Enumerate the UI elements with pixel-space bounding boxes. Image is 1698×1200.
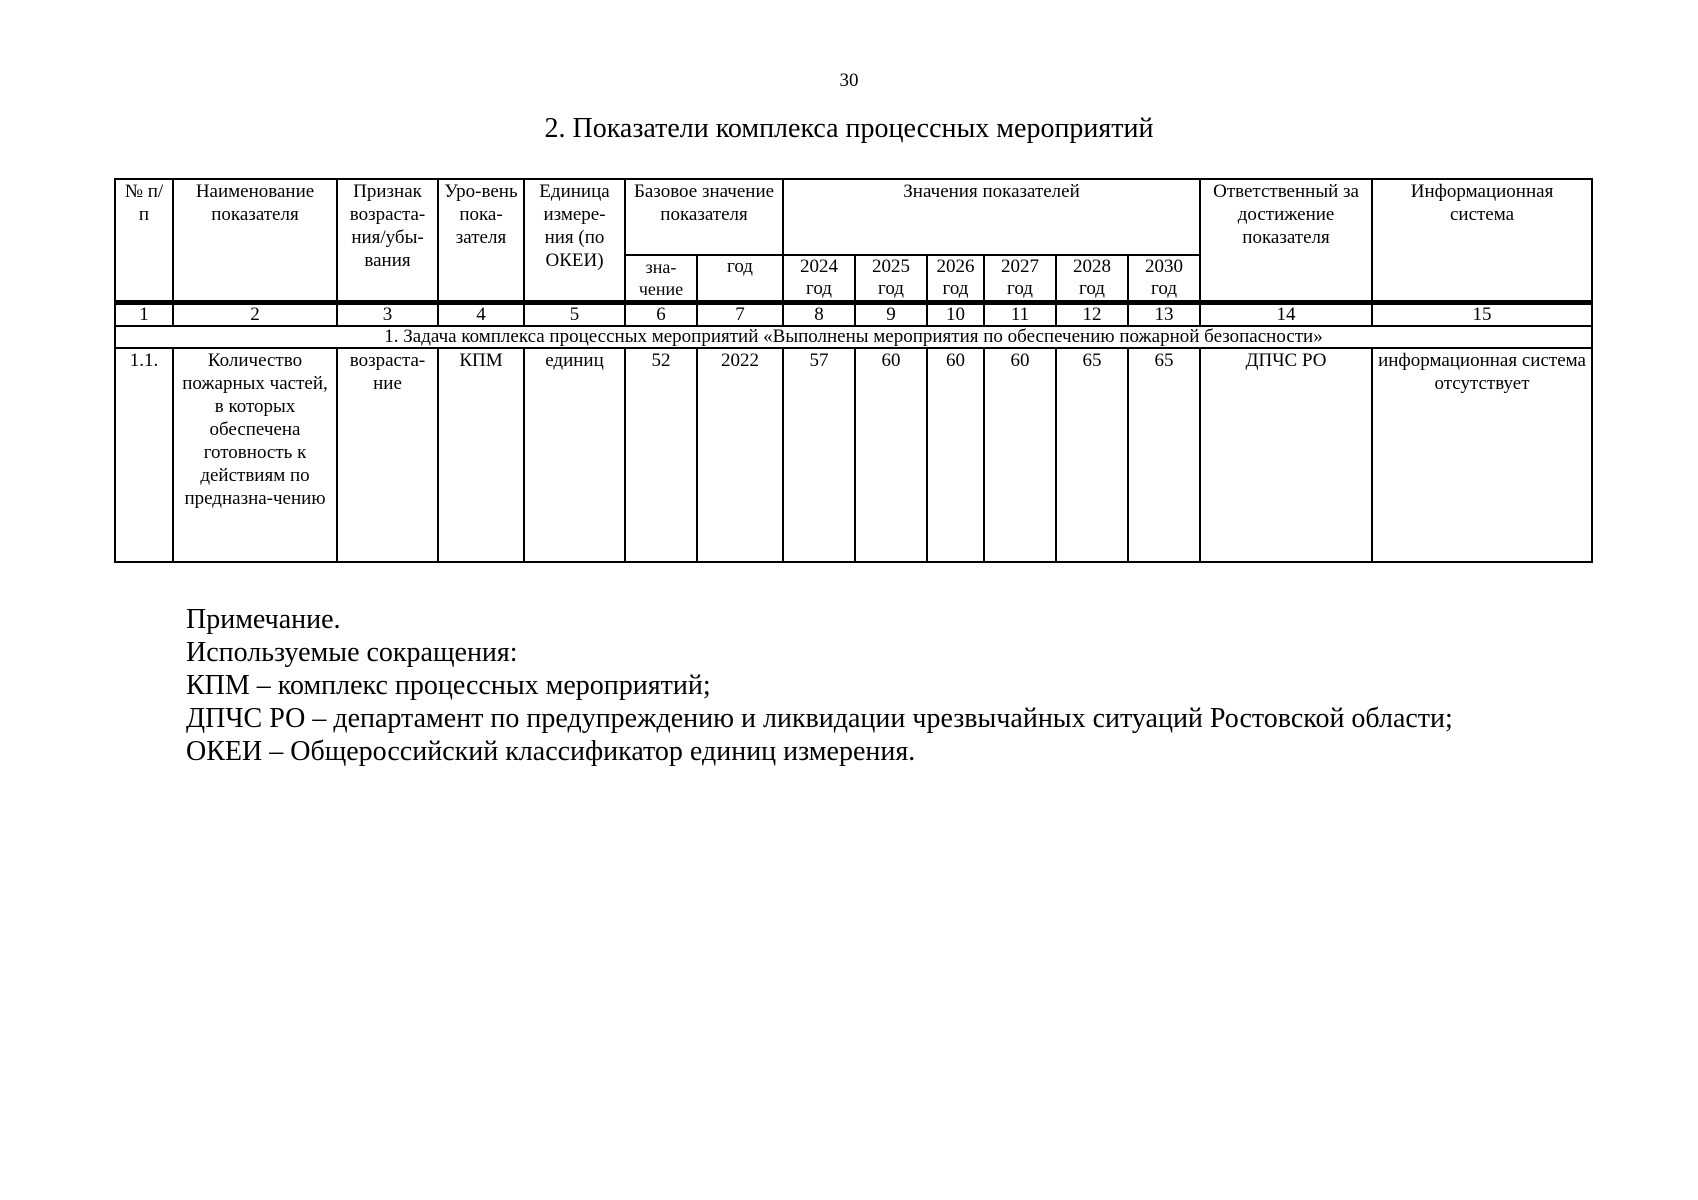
table-header-row [115,179,1592,255]
header-base-year: год [697,255,783,303]
cell-responsible: ДПЧС РО [1200,348,1372,562]
document-title: 2. Показатели комплекса процессных мероприятий [544,113,1154,144]
column-number: 7 [697,303,783,327]
table-row [115,348,1592,562]
column-number: 6 [625,303,697,327]
header-year: 2030 год [1128,255,1200,303]
column-number: 15 [1372,303,1592,327]
header-year: 2025 год [855,255,927,303]
task-row [115,326,1592,348]
task-title: 1. Задача комплекса процессных мероприятий «Выполнены мероприятия по обеспечению пожарной безопасности» [115,326,1592,348]
column-number: 3 [337,303,438,327]
column-number: 11 [984,303,1056,327]
header-responsible: Ответственный за достижение показателя [1200,179,1372,303]
cell-value-2024: 57 [783,348,855,562]
column-number: 14 [1200,303,1372,327]
cell-value-2025: 60 [855,348,927,562]
note-heading: Примечание. [186,604,341,635]
notes-block [186,603,1453,768]
cell-unit: единиц [524,348,625,562]
cell-info-system: информационная система отсутствует [1372,348,1592,562]
column-number: 1 [115,303,173,327]
column-number: 2 [173,303,337,327]
column-number: 8 [783,303,855,327]
header-base-value: зна-чение [625,255,697,303]
note-line: ДПЧС РО – департамент по предупреждению и ликвидации чрезвычайных ситуаций Ростовской области; [186,703,1453,734]
indicators-table [114,178,1593,563]
note-line: КПМ – комплекс процессных мероприятий; [186,670,711,701]
header-year: 2028 год [1056,255,1128,303]
page-number: 30 [839,70,859,91]
cell-base-year: 2022 [697,348,783,562]
header-year: 2026 год [927,255,984,303]
header-year: 2027 год [984,255,1056,303]
column-number-row [115,303,1592,327]
cell-value-2027: 60 [984,348,1056,562]
cell-value-2026: 60 [927,348,984,562]
header-num: № п/п [115,179,173,303]
cell-level: КПМ [438,348,524,562]
cell-name: Количество пожарных частей, в которых обеспечена готовность к действиям по предназна-чению [173,348,337,562]
cell-base-value: 52 [625,348,697,562]
column-number: 13 [1128,303,1200,327]
note-line: Используемые сокращения: [186,637,518,668]
column-number: 12 [1056,303,1128,327]
header-info-system: Информационная система [1372,179,1592,303]
header-name: Наименование показателя [173,179,337,303]
column-number: 10 [927,303,984,327]
header-base-group: Базовое значение показателя [625,179,783,255]
header-trend: Признак возраста-ния/убы-вания [337,179,438,303]
column-number: 9 [855,303,927,327]
header-unit: Единица измере-ния (по ОКЕИ) [524,179,625,303]
header-level: Уро-вень пока-зателя [438,179,524,303]
cell-value-2030: 65 [1128,348,1200,562]
cell-value-2028: 65 [1056,348,1128,562]
header-values-group: Значения показателей [783,179,1200,255]
cell-trend: возраста-ние [337,348,438,562]
note-line: ОКЕИ – Общероссийский классификатор единиц измерения. [186,736,916,767]
header-year: 2024 год [783,255,855,303]
column-number: 5 [524,303,625,327]
column-number: 4 [438,303,524,327]
cell-num: 1.1. [115,348,173,562]
